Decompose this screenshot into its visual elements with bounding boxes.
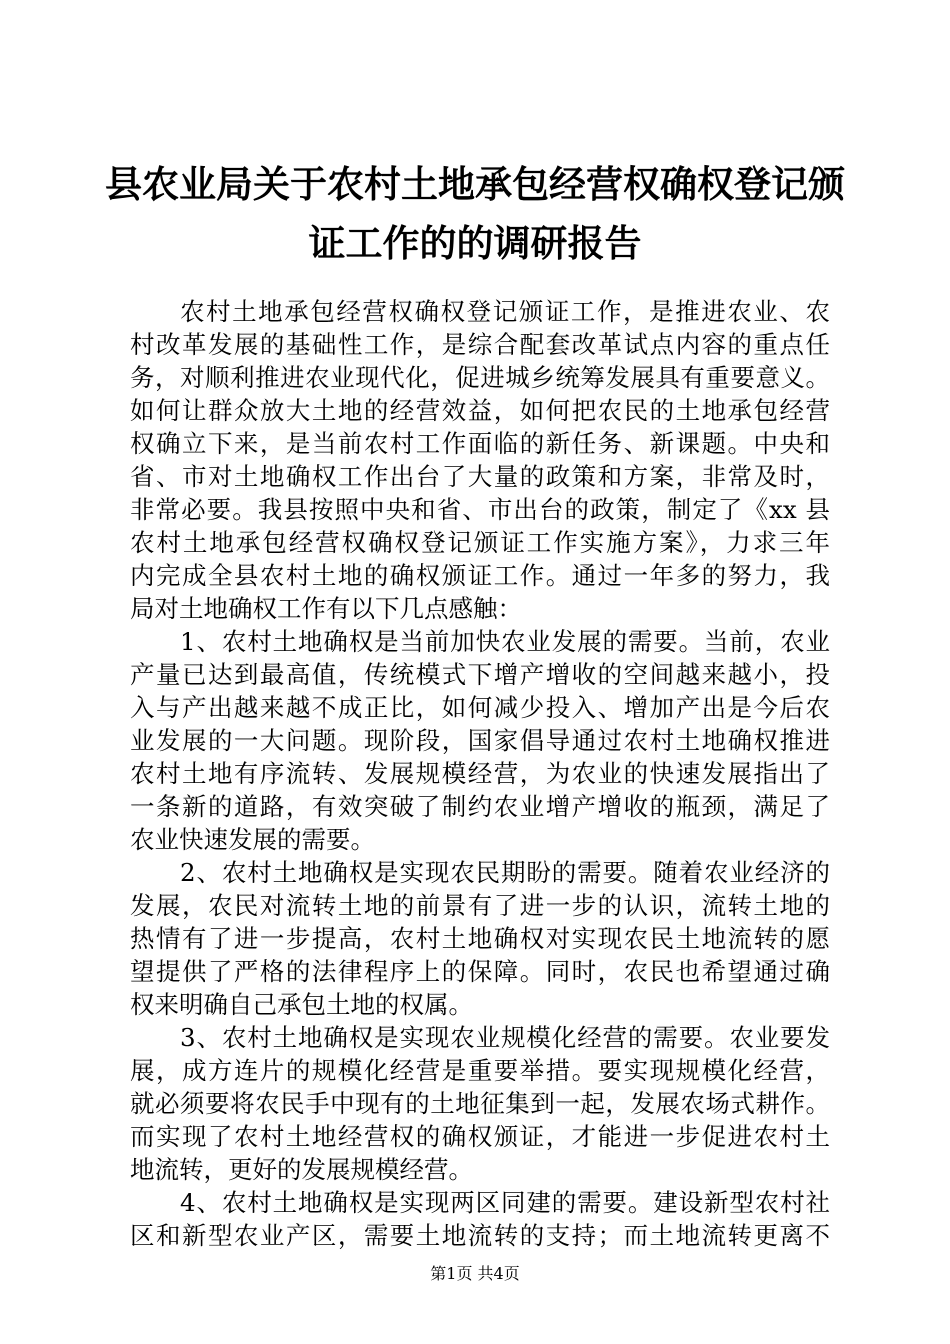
document-title-line-2: 证工作的的调研报告 <box>308 222 642 265</box>
paragraph-line: 非常必要。我县按照中央和省、市出台的政策，制定了《xx 县 <box>130 495 830 524</box>
paragraph-line: 权来明确自己承包土地的权属。 <box>130 990 473 1019</box>
page-number-footer: 第1页 共4页 <box>430 1264 520 1283</box>
paragraph-line: 入与产出越来越不成正比，如何减少投入、增加产出是今后农 <box>130 693 830 722</box>
paragraph-line: 1、农村土地确权是当前加快农业发展的需要。当前，农业 <box>180 627 830 656</box>
paragraph-line: 农村土地承包经营权确权登记颁证工作实施方案》，力求三年 <box>130 528 830 557</box>
paragraph-line: 地流转，更好的发展规模经营。 <box>130 1155 473 1184</box>
paragraph-line: 一条新的道路，有效突破了制约农业增产增收的瓶颈，满足了 <box>130 792 830 821</box>
paragraph-line: 内完成全县农村土地的确权颁证工作。通过一年多的努力，我 <box>130 561 830 590</box>
paragraph-line: 就必须要将农民手中现有的土地征集到一起，发展农场式耕作。 <box>130 1089 830 1118</box>
document-title-line-1: 县农业局关于农村土地承包经营权确权登记颁 <box>105 163 845 206</box>
paragraph-line: 产量已达到最高值，传统模式下增产增收的空间越来越小，投 <box>130 660 830 689</box>
paragraph-line: 如何让群众放大土地的经营效益，如何把农民的土地承包经营 <box>130 396 830 425</box>
paragraph-line: 业发展的一大问题。现阶段，国家倡导通过农村土地确权推进 <box>130 726 830 755</box>
paragraph-line: 农业快速发展的需要。 <box>130 825 375 854</box>
paragraph-line: 农村土地承包经营权确权登记颁证工作，是推进农业、农 <box>180 297 830 326</box>
paragraph-line: 务，对顺利推进农业现代化，促进城乡统筹发展具有重要意义。 <box>130 363 830 392</box>
paragraph-line: 3、农村土地确权是实现农业规模化经营的需要。农业要发 <box>180 1023 830 1052</box>
paragraph-line: 权确立下来，是当前农村工作面临的新任务、新课题。中央和 <box>130 429 830 458</box>
paragraph-line: 4、农村土地确权是实现两区同建的需要。建设新型农村社 <box>180 1188 830 1217</box>
paragraph-line: 区和新型农业产区，需要土地流转的支持；而土地流转更离不 <box>130 1221 830 1250</box>
paragraph-line: 热情有了进一步提高，农村土地确权对实现农民土地流转的愿 <box>130 924 830 953</box>
paragraph-line: 发展，农民对流转土地的前景有了进一步的认识，流转土地的 <box>130 891 830 920</box>
paragraph-line: 展，成方连片的规模化经营是重要举措。要实现规模化经营， <box>130 1056 830 1085</box>
paragraph-line: 农村土地有序流转、发展规模经营，为农业的快速发展指出了 <box>130 759 830 788</box>
paragraph-line: 2、农村土地确权是实现农民期盼的需要。随着农业经济的 <box>180 858 830 887</box>
paragraph-line: 望提供了严格的法律程序上的保障。同时，农民也希望通过确 <box>130 957 830 986</box>
paragraph-line: 而实现了农村土地经营权的确权颁证，才能进一步促进农村土 <box>130 1122 830 1151</box>
paragraph-line: 村改革发展的基础性工作，是综合配套改革试点内容的重点任 <box>130 330 830 359</box>
paragraph-line: 省、市对土地确权工作出台了大量的政策和方案，非常及时， <box>130 462 830 491</box>
paragraph-line: 局对土地确权工作有以下几点感触： <box>130 594 522 623</box>
